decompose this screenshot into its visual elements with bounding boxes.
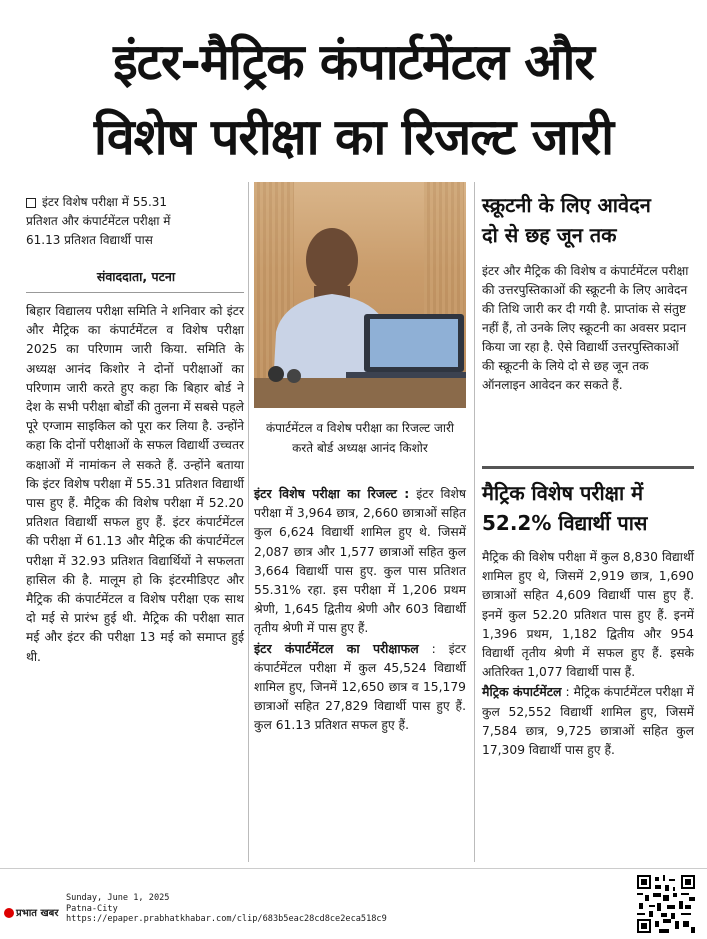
clip-meta [66, 893, 387, 925]
column-separator [474, 182, 475, 862]
person-at-laptop-illustration [254, 182, 466, 408]
teaser-line-1: इंटर विशेष परीक्षा में 55.31 [42, 195, 168, 209]
headline-line-2: विशेष परीक्षा का रिजल्ट जारी [93, 108, 614, 166]
inter-compartmental-heading: इंटर कंपार्टमेंटल का परीक्षाफल [254, 640, 419, 656]
inter-special-body: इंटर विशेष परीक्षा में 3,964 छात्र, 2,660 छात्राओं सहित कुल 6,624 विद्यार्थी शामिल हुए थे. जिसमें 2,087 छात्र और 1,577 छात्राओं सहित कुल 3,664 विद्यार्थी पास हुए. कुल पास प्रतिशत 55.31% रहा. इस परीक्षा में 1,206 प्रथम श्रेणी, 1,645 द्वितीय श्रेणी और 603 विद्यार्थी तृतीय श्रेणी में पास हुए हैं. [254, 487, 466, 636]
teaser-line-2: प्रतिशत और कंपार्टमेंटल परीक्षा में [26, 214, 171, 228]
headline-line-1: इंटर-मैट्रिक कंपार्टमेंटल और [113, 33, 594, 91]
matric-special-heading-line-2: 52.2% विद्यार्थी पास [482, 511, 648, 535]
matric-compartmental-heading: मैट्रिक कंपार्टमेंटल [482, 684, 562, 700]
scrutiny-heading-line-1: स्क्रूटनी के लिए आवेदन [482, 193, 651, 217]
inter-compartmental-body: : इंटर कंपार्टमेंटल परीक्षा में कुल 45,524 विद्यार्थी शामिल हुए, जिनमें 12,650 छात्र व 15,179 छात्राओं सहित 27,829 विद्यार्थी पास हुए हैं. कुल 61.13 प्रतिशत सफल हुए हैं. [254, 641, 466, 733]
teaser [26, 193, 246, 250]
teaser-line-3: 61.13 प्रतिशत विद्यार्थी पास [26, 233, 153, 247]
clip-url[interactable]: https://epaper.prabhatkhabar.com/clip/683b5eac28cd8ce2eca518c9 [66, 914, 387, 925]
inter-results-column [254, 484, 466, 736]
square-bullet-icon [26, 198, 36, 208]
main-story: बिहार विद्यालय परीक्षा समिति ने शनिवार को इंटर और मैट्रिक का कंपार्टमेंटल व विशेष परीक्षा 2025 का परिणाम जारी किया. समिति के अध्यक्ष आनंद किशोर ने दोनों परीक्षाओं का परिणाम जारी करते हुए कहा कि बिहार बोर्ड ने देश के सभी परीक्षा बोर्डों की तुलना में सबसे पहले पूरे एग्जाम साइकिल को पूरा कर लिया है. उन्होंने कहा कि दोनों परीक्षाओं के सफल विद्यार्थी उच्चतर कक्षाओं में नामांकन ले सकते हैं. उन्होंने बताया कि इंटर विशेष परीक्षा में 55.31 प्रतिशत विद्यार्थी पास हुए हैं. मैट्रिक की विशेष परीक्षा में 52.20 प्रतिशत विद्यार्थी सफल हुए हैं. इंटर कंपार्टमेंटल की परीक्षा में 61.13 और मैट्रिक की कंपार्टमेंटल परीक्षा में 32.93 प्रतिशत विद्यार्थियों ने सफलता हासिल की है. मालूम हो कि इंटरमीडिएट और मैट्रिक की कंपार्टमेंटल व विशेष परीक्षा एक साथ दो मई से प्रारंभ हुई थी. मैट्रिक की परीक्षा सात मई और इंटर की परीक्षा 13 मई को समाप्त हुई थी. [26, 304, 244, 664]
matric-special-heading [482, 478, 697, 538]
column-separator [248, 182, 249, 862]
matric-special-heading-line-1: मैट्रिक विशेष परीक्षा में [482, 481, 644, 505]
clip-edition: Patna-City [66, 903, 118, 914]
matric-compartmental-body: : मैट्रिक कंपार्टमेंटल परीक्षा में कुल 52,552 विद्यार्थी शामिल हुए, जिसमें 7,584 छात्र, 9,725 छात्राओं सहित कुल 17,309 विद्यार्थी पास हुए हैं. [482, 685, 694, 758]
qr-code-icon[interactable] [637, 875, 695, 933]
scrutiny-heading-line-2: दो से छह जून तक [482, 223, 617, 247]
byline-divider [26, 292, 244, 293]
newspaper-logo [4, 905, 58, 919]
inter-special-heading: इंटर विशेष परीक्षा का रिजल्ट : [254, 486, 410, 501]
scrutiny-heading [482, 190, 697, 250]
news-photo [254, 182, 466, 408]
matric-results-column [482, 548, 694, 760]
byline: संवाददाता, पटना [96, 269, 176, 284]
matric-special-body: मैट्रिक की विशेष परीक्षा में कुल 8,830 विद्यार्थी शामिल हुए थे, जिसमें 2,919 छात्र, 1,690 छात्राओं सहित 4,609 विद्यार्थी पास हुए हैं. इनमें कुल 52.20 प्रतिशत पास हुए हैं. इनमें 1,396 प्रथम, 1,182 द्वितीय और 954 विद्यार्थी तृतीय श्रेणी में सफल हुए हैं. इसके अतिरिक्त 1,077 विद्यार्थी पास हैं. [482, 550, 694, 680]
logo-text: प्रभात खबर [16, 908, 59, 919]
footer-divider [0, 868, 707, 869]
clip-date: Sunday, June 1, 2025 [66, 893, 170, 903]
photo-caption: कंपार्टमेंटल व विशेष परीक्षा का रिजल्ट जारी करते बोर्ड अध्यक्ष आनंद किशोर [265, 421, 455, 455]
section-divider [482, 466, 694, 469]
scrutiny-body: इंटर और मैट्रिक की विशेष व कंपार्टमेंटल परीक्षा की उत्तरपुस्तिकाओं की स्क्रूटनी के लिए आवेदन की तिथि जारी कर दी गयी है. प्राप्तांक से संतुष्ट नहीं हैं, तो उनके लिए स्क्रूटनी का अवसर प्रदान किया जा रहा है. ऐसे विद्यार्थी उत्तरपुस्तिकाओं की स्क्रूटनी के लिये दो से छह जून तक ऑनलाइन आवेदन कर सकते हैं. [482, 264, 689, 392]
logo-mark-icon [4, 908, 14, 918]
